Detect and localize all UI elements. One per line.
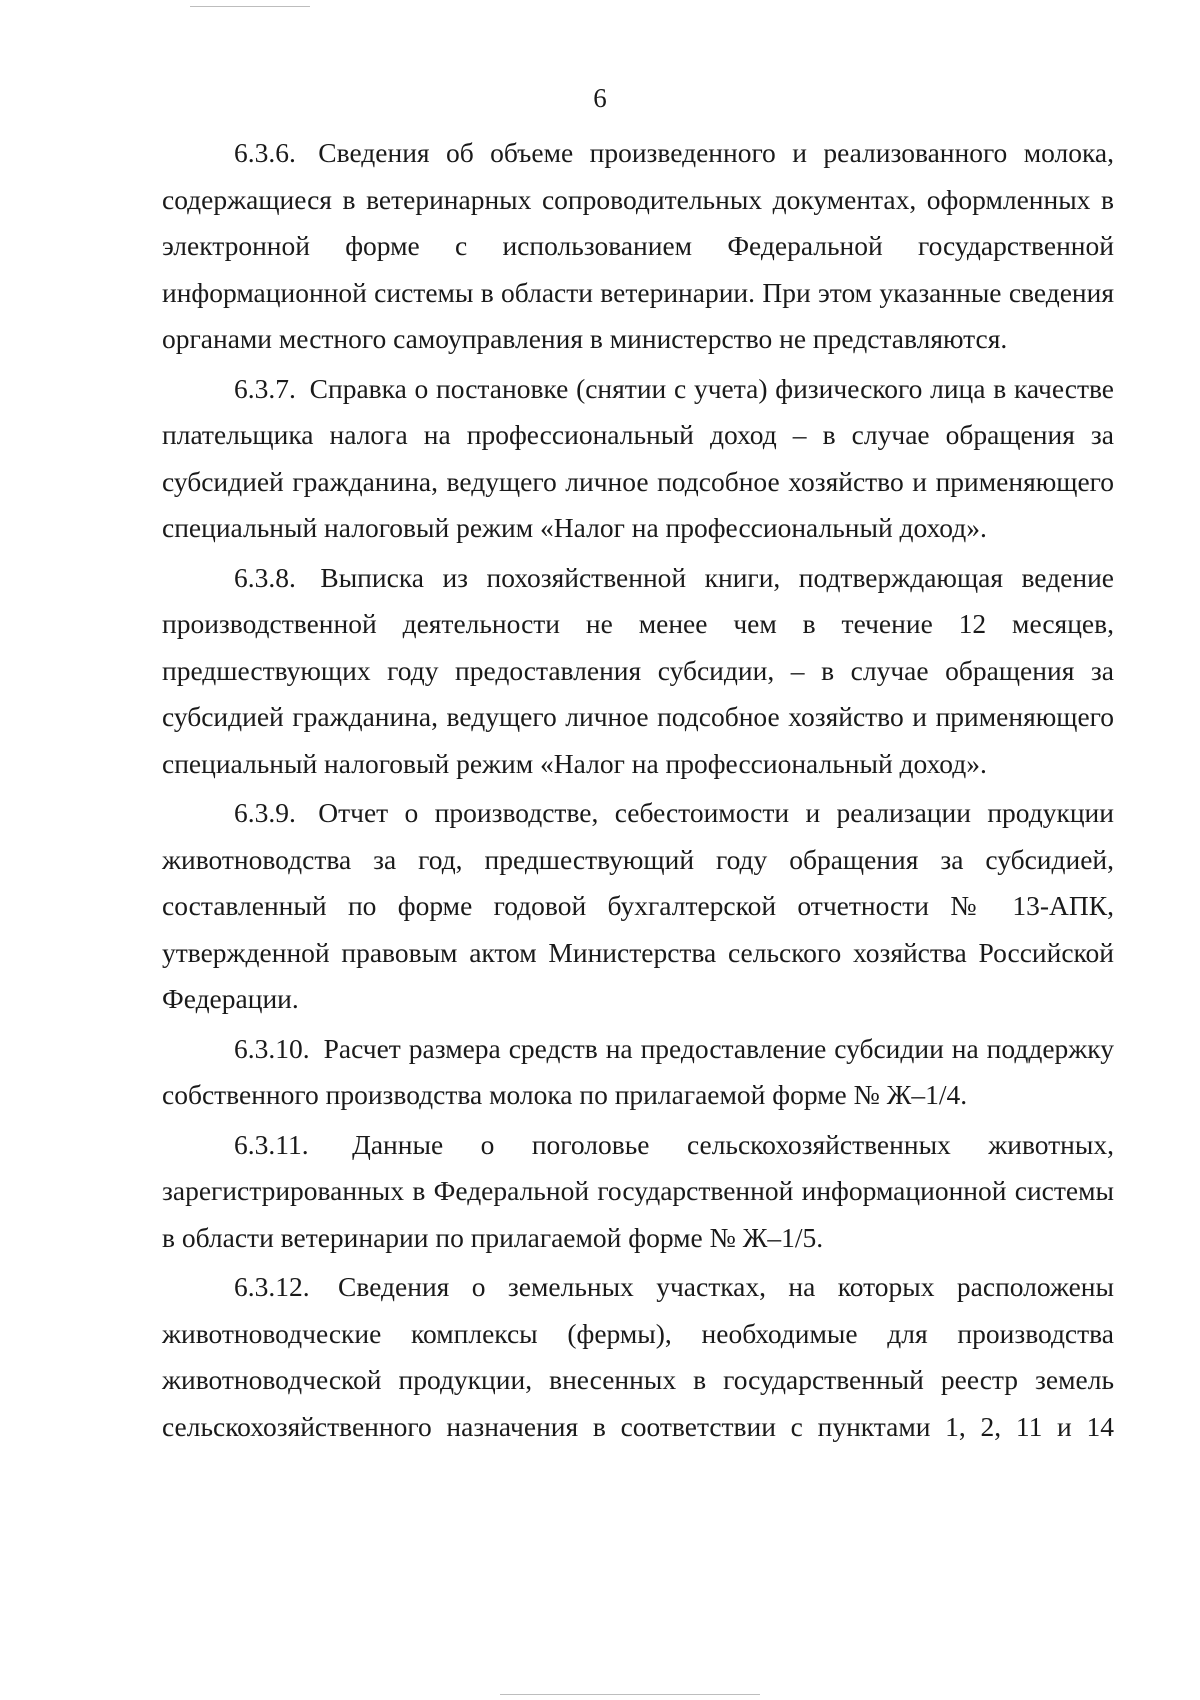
paragraph-text: Расчет размера средств на предоставление субсидии на поддержку собственного производства молока по прилагаемой форме № Ж–1/4. <box>162 1032 1114 1110</box>
paragraph-text: Сведения об объеме произведенного и реализованного молока, содержащиеся в ветеринарных сопроводительных документах, оформленных в электронной форме с использованием Федеральной государственной информационной системы в области ветеринарии. При этом указанные сведения органами местного самоуправления в министерство не представляются. <box>162 137 1114 354</box>
paragraph-number: 6.3.6. <box>234 137 296 168</box>
paragraph-number: 6.3.12. <box>234 1271 310 1302</box>
paragraph-6-3-10 <box>162 1026 1114 1119</box>
paragraph-6-3-8 <box>162 555 1114 788</box>
paragraph-6-3-9 <box>162 790 1114 1023</box>
document-body <box>162 130 1114 1453</box>
paragraph-number: 6.3.10. <box>234 1032 310 1064</box>
paragraph-text: Справка о постановке (снятии с учета) физического лица в качестве плательщика налога на профессиональный доход – в случае обращения за субсидией гражданина, ведущего личное подсобное хозяйство и применяющего специальный налоговый режим «Налог на профессиональный доход». <box>162 372 1114 543</box>
paragraph-text: Выписка из похозяйственной книги, подтверждающая ведение производственной деятельности не менее чем в течение 12 месяцев, предшествующих году предоставления субсидии, – в случае обращения за субсидией гражданина, ведущего личное подсобное хозяйство и применяющего специальный налоговый режим «Налог на профессиональный доход». <box>162 561 1114 779</box>
scan-artifact-top <box>190 6 310 7</box>
scan-artifact-bottom <box>500 1694 760 1695</box>
page-number: 6 <box>593 83 607 113</box>
paragraph-text: Сведения о земельных участках, на которых расположены животноводческие комплексы (фермы), необходимые для производства животноводческой продукции, внесенных в государственный реестр земель сельскохозяйственного назначения в соответствии с пунктами 1, 2, 11 и 14 <box>162 1271 1114 1442</box>
paragraph-text: Отчет о производстве, себестоимости и реализации продукции животноводства за год, предшествующий году обращения за субсидией, составленный по форме годовой бухгалтерской отчетности № 13-АПК, утвержденной правовым актом Министерства сельского хозяйства Российской Федерации. <box>162 797 1114 1014</box>
paragraph-number: 6.3.8. <box>234 561 296 593</box>
paragraph-6-3-7 <box>162 366 1114 552</box>
paragraph-number: 6.3.7. <box>234 372 296 404</box>
paragraph-text: Данные о поголовье сельскохозяйственных животных, зарегистрированных в Федеральной государственной информационной системы в области ветеринарии по прилагаемой форме № Ж–1/5. <box>162 1128 1114 1253</box>
paragraph-number: 6.3.11. <box>234 1128 309 1160</box>
paragraph-number: 6.3.9. <box>234 797 296 828</box>
paragraph-6-3-6 <box>162 130 1114 363</box>
paragraph-6-3-12 <box>162 1264 1114 1450</box>
paragraph-6-3-11 <box>162 1122 1114 1262</box>
